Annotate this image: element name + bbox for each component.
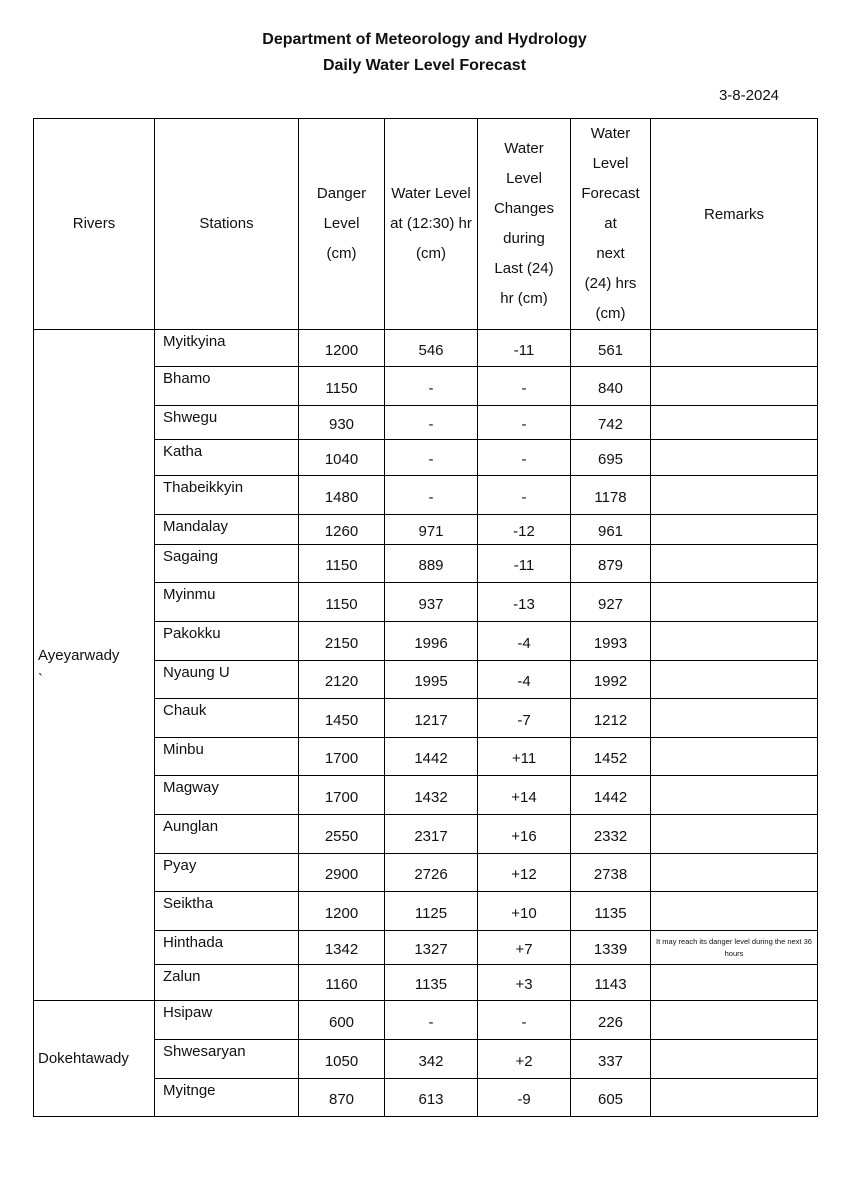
table-row [34, 1001, 818, 1040]
change-cell: +7 [478, 931, 571, 965]
forecast-cell: 2332 [571, 815, 651, 854]
danger-level-cell: 1050 [299, 1040, 385, 1079]
water-level-cell: 1996 [385, 622, 478, 661]
water-level-cell: 1995 [385, 661, 478, 699]
station-cell: Minbu [155, 738, 299, 776]
water-level-cell: 937 [385, 583, 478, 622]
change-cell: -12 [478, 515, 571, 545]
forecast-cell: 1993 [571, 622, 651, 661]
change-cell: +16 [478, 815, 571, 854]
remarks-cell [651, 815, 818, 854]
water-level-cell: 1432 [385, 776, 478, 815]
water-level-cell: - [385, 406, 478, 440]
remarks-cell [651, 367, 818, 406]
danger-level-cell: 1342 [299, 931, 385, 965]
station-cell: Hinthada [155, 931, 299, 965]
danger-level-cell: 1700 [299, 738, 385, 776]
remarks-cell [651, 622, 818, 661]
remarks-cell [651, 406, 818, 440]
change-cell: -4 [478, 661, 571, 699]
remarks-cell: It may reach its danger level during the next 36 hours [651, 931, 818, 965]
water-level-cell: 613 [385, 1079, 478, 1117]
river-mark: ` [38, 671, 43, 688]
change-cell: -9 [478, 1079, 571, 1117]
col-header-remarks: Remarks [651, 119, 818, 330]
report-date: 3-8-2024 [718, 87, 779, 104]
change-cell: - [478, 1001, 571, 1040]
station-cell: Thabeikkyin [155, 476, 299, 515]
forecast-cell: 695 [571, 440, 651, 476]
forecast-cell: 605 [571, 1079, 651, 1117]
water-level-cell: 889 [385, 545, 478, 583]
remarks-cell [651, 583, 818, 622]
station-cell: Seiktha [155, 892, 299, 931]
table-row [34, 330, 818, 367]
station-cell: Chauk [155, 699, 299, 738]
water-level-cell: 2726 [385, 854, 478, 892]
remarks-cell [651, 699, 818, 738]
water-level-cell: 1442 [385, 738, 478, 776]
water-level-cell: - [385, 1001, 478, 1040]
danger-level-cell: 870 [299, 1079, 385, 1117]
water-level-cell: 1135 [385, 965, 478, 1001]
change-cell: -11 [478, 545, 571, 583]
forecast-cell: 1143 [571, 965, 651, 1001]
forecast-cell: 1212 [571, 699, 651, 738]
change-cell: +10 [478, 892, 571, 931]
change-cell: - [478, 406, 571, 440]
water-level-cell: - [385, 476, 478, 515]
station-cell: Myitnge [155, 1079, 299, 1117]
forecast-cell: 879 [571, 545, 651, 583]
water-level-cell: 1217 [385, 699, 478, 738]
danger-level-cell: 1450 [299, 699, 385, 738]
change-cell: -4 [478, 622, 571, 661]
station-cell: Mandalay [155, 515, 299, 545]
remarks-cell [651, 1040, 818, 1079]
remarks-cell [651, 476, 818, 515]
forecast-cell: 1442 [571, 776, 651, 815]
forecast-cell: 840 [571, 367, 651, 406]
remarks-cell [651, 330, 818, 367]
danger-level-cell: 600 [299, 1001, 385, 1040]
remarks-cell [651, 1079, 818, 1117]
water-level-cell: - [385, 367, 478, 406]
water-level-cell: 546 [385, 330, 478, 367]
danger-level-cell: 1200 [299, 330, 385, 367]
danger-level-cell: 1700 [299, 776, 385, 815]
forecast-cell: 961 [571, 515, 651, 545]
river-name: Ayeyarwady [38, 647, 120, 664]
water-level-cell: 971 [385, 515, 478, 545]
col-header-changes: Water Level Changes during Last (24) hr (cm) [478, 119, 571, 330]
change-cell: +12 [478, 854, 571, 892]
forecast-cell: 561 [571, 330, 651, 367]
forecast-cell: 1339 [571, 931, 651, 965]
station-cell: Shwesaryan [155, 1040, 299, 1079]
danger-level-cell: 1150 [299, 583, 385, 622]
remarks-cell [651, 892, 818, 931]
page-title: Department of Meteorology and Hydrology [262, 31, 587, 48]
danger-level-cell: 2120 [299, 661, 385, 699]
col-header-water-level: Water Level at (12:30) hr (cm) [385, 119, 478, 330]
forecast-cell: 1452 [571, 738, 651, 776]
remarks-cell [651, 965, 818, 1001]
station-cell: Pyay [155, 854, 299, 892]
station-cell: Shwegu [155, 406, 299, 440]
danger-level-cell: 1480 [299, 476, 385, 515]
forecast-cell: 927 [571, 583, 651, 622]
danger-level-cell: 930 [299, 406, 385, 440]
river-cell [34, 1001, 155, 1117]
remarks-cell [651, 440, 818, 476]
water-level-cell: - [385, 440, 478, 476]
forecast-cell: 1135 [571, 892, 651, 931]
col-header-danger: Danger Level (cm) [299, 119, 385, 330]
station-cell: Magway [155, 776, 299, 815]
forecast-cell: 1178 [571, 476, 651, 515]
river-cell [34, 330, 155, 1001]
danger-level-cell: 1150 [299, 545, 385, 583]
station-cell: Myinmu [155, 583, 299, 622]
forecast-cell: 337 [571, 1040, 651, 1079]
danger-level-cell: 2550 [299, 815, 385, 854]
change-cell: +2 [478, 1040, 571, 1079]
danger-level-cell: 1160 [299, 965, 385, 1001]
water-level-cell: 1125 [385, 892, 478, 931]
remarks-cell [651, 1001, 818, 1040]
col-header-forecast: Water Level Forecast at next (24) hrs (cm) [571, 119, 651, 330]
danger-level-cell: 2150 [299, 622, 385, 661]
station-cell: Zalun [155, 965, 299, 1001]
change-cell: +14 [478, 776, 571, 815]
remarks-cell [651, 515, 818, 545]
remarks-cell [651, 661, 818, 699]
col-header-rivers: Rivers [34, 119, 155, 330]
water-level-cell: 1327 [385, 931, 478, 965]
station-cell: Aunglan [155, 815, 299, 854]
forecast-cell: 742 [571, 406, 651, 440]
change-cell: -11 [478, 330, 571, 367]
danger-level-cell: 2900 [299, 854, 385, 892]
forecast-cell: 1992 [571, 661, 651, 699]
water-level-cell: 2317 [385, 815, 478, 854]
change-cell: - [478, 476, 571, 515]
change-cell: -13 [478, 583, 571, 622]
forecast-cell: 226 [571, 1001, 651, 1040]
danger-level-cell: 1260 [299, 515, 385, 545]
danger-level-cell: 1040 [299, 440, 385, 476]
water-level-cell: 342 [385, 1040, 478, 1079]
change-cell: - [478, 440, 571, 476]
remarks-cell [651, 776, 818, 815]
change-cell: -7 [478, 699, 571, 738]
change-cell: +11 [478, 738, 571, 776]
remarks-cell [651, 854, 818, 892]
change-cell: - [478, 367, 571, 406]
station-cell: Sagaing [155, 545, 299, 583]
col-header-stations: Stations [155, 119, 299, 330]
danger-level-cell: 1150 [299, 367, 385, 406]
water-level-table [33, 118, 818, 1117]
remarks-cell [651, 738, 818, 776]
change-cell: +3 [478, 965, 571, 1001]
page-subtitle: Daily Water Level Forecast [322, 57, 527, 74]
danger-level-cell: 1200 [299, 892, 385, 931]
station-cell: Bhamo [155, 367, 299, 406]
forecast-cell: 2738 [571, 854, 651, 892]
station-cell: Nyaung U [155, 661, 299, 699]
station-cell: Myitkyina [155, 330, 299, 367]
station-cell: Pakokku [155, 622, 299, 661]
station-cell: Hsipaw [155, 1001, 299, 1040]
header-row [34, 119, 818, 330]
remarks-cell [651, 545, 818, 583]
river-name: Dokehtawady [38, 1049, 129, 1067]
station-cell: Katha [155, 440, 299, 476]
